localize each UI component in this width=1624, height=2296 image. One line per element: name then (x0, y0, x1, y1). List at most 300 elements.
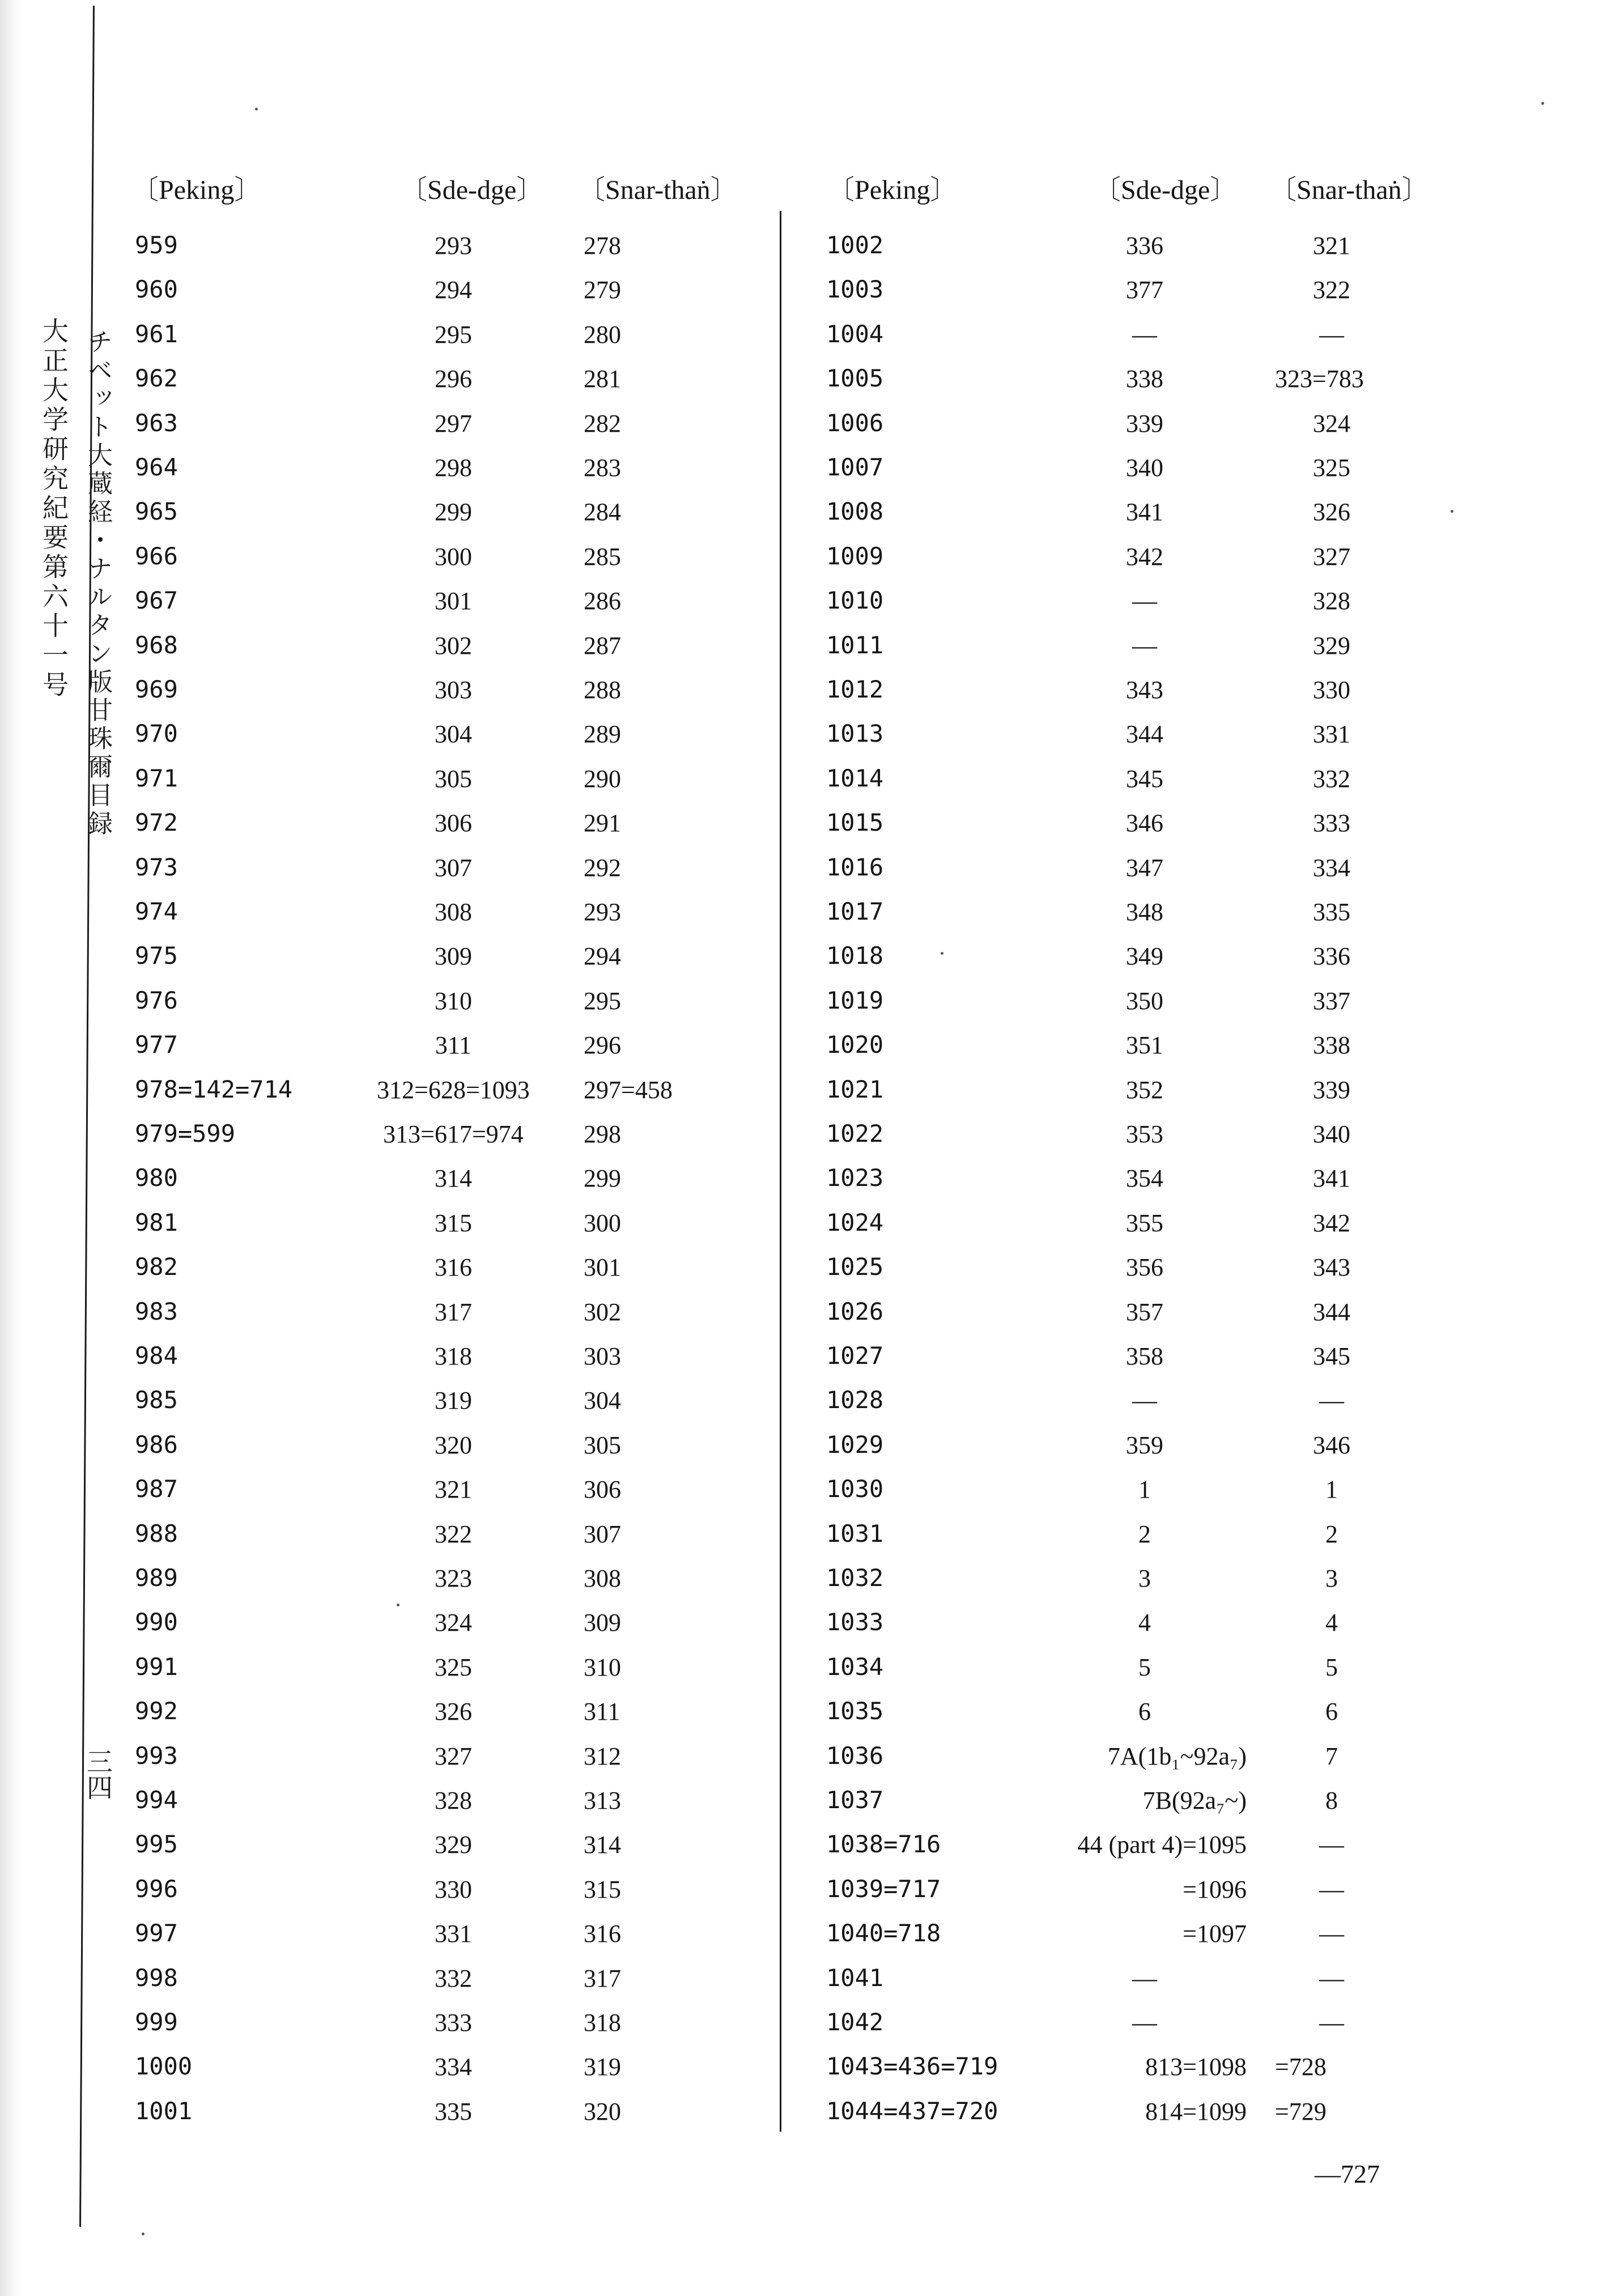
table-row (0, 1386, 1344, 1430)
peking-number: 1011 (826, 631, 884, 659)
sdedge-number: 300 (435, 542, 472, 571)
sdedge-number: 334 (435, 2053, 472, 2081)
sdedge-number: 329 (435, 1831, 472, 1859)
sdedge-number: 304 (435, 720, 472, 749)
table-row (0, 453, 1350, 498)
peking-number: 983 (135, 1297, 178, 1325)
table-row (0, 586, 1350, 631)
snarthang-number: =729 (1275, 2097, 1327, 2125)
peking-number: 1034 (826, 1652, 884, 1681)
table-row (0, 320, 1344, 364)
snarthang-number: 313 (584, 1787, 621, 1814)
scan-speck (941, 952, 943, 955)
snarthang-number: 311 (584, 1698, 620, 1726)
sdedge-number: — (1132, 587, 1157, 615)
scan-speck (397, 1604, 399, 1606)
sdedge-number: 354 (1126, 1164, 1163, 1193)
peking-number: 1009 (826, 542, 884, 570)
table-row (0, 986, 1350, 1031)
sdedge-number: 315 (435, 1209, 472, 1237)
peking-number: 964 (135, 453, 178, 481)
table-row (0, 498, 1350, 542)
peking-number: 1039=717 (826, 1874, 941, 1903)
sdedge-number: 7A(1b₁~92a₇) (1107, 1742, 1247, 1770)
peking-number: 1026 (826, 1297, 884, 1325)
sdedge-number: 330 (435, 1875, 472, 1903)
sdedge-number: 3 (1138, 1564, 1151, 1592)
snarthang-number: 278 (584, 232, 621, 260)
peking-number: 1033 (826, 1608, 884, 1636)
peking-number: 997 (135, 1919, 178, 1948)
table-row (0, 409, 1350, 453)
snarthang-number: 2 (1325, 1520, 1338, 1548)
sdedge-number: 338 (1126, 365, 1163, 393)
peking-number: 1012 (826, 675, 884, 703)
peking-number: 1010 (826, 586, 884, 615)
snarthang-number: 329 (1313, 631, 1350, 660)
table-row (0, 231, 1350, 275)
table-row (0, 542, 1350, 586)
sdedge-number: 313=617=974 (383, 1120, 524, 1148)
snarthang-number: 295 (584, 987, 621, 1015)
column-divider (780, 211, 781, 2132)
sdedge-number: 2 (1138, 1520, 1151, 1548)
header-right-sdedge: 〔Sde-dge〕 (1094, 175, 1238, 205)
snarthang-number: 320 (584, 2097, 621, 2125)
snarthang-number: 337 (1313, 987, 1350, 1015)
table-row (0, 2008, 1344, 2052)
table-row (0, 675, 1350, 720)
table-row (0, 1741, 1338, 1786)
peking-number: 1008 (826, 498, 884, 526)
sdedge-number: =1097 (1183, 1920, 1247, 1948)
sdedge-number: 342 (1126, 542, 1163, 571)
snarthang-number: 281 (584, 365, 621, 393)
snarthang-number: 290 (584, 764, 621, 793)
snarthang-number: 333 (1313, 809, 1350, 837)
peking-number: 977 (135, 1031, 178, 1059)
sdedge-number: 314 (435, 1164, 472, 1193)
snarthang-number: 344 (1313, 1298, 1350, 1326)
snarthang-number: 335 (1313, 898, 1350, 926)
sdedge-number: 294 (435, 276, 472, 304)
sdedge-number: 356 (1126, 1253, 1163, 1282)
peking-number: 1021 (826, 1075, 884, 1103)
peking-number: 1025 (826, 1253, 884, 1281)
snarthang-number: 283 (584, 454, 621, 482)
sdedge-number: 7B(92a₇~) (1142, 1787, 1247, 1814)
snarthang-number: 307 (584, 1520, 621, 1548)
snarthang-number: 346 (1313, 1431, 1350, 1459)
snarthang-number: 4 (1325, 1609, 1338, 1637)
snarthang-number: 300 (584, 1209, 621, 1237)
sdedge-number: 1 (1138, 1476, 1151, 1504)
table-row (0, 1786, 1338, 1830)
snarthang-number: 6 (1325, 1698, 1338, 1726)
snarthang-number: 292 (584, 853, 621, 882)
snarthang-number: 308 (584, 1564, 621, 1592)
snarthang-number: 305 (584, 1431, 621, 1459)
catalog-title-vertical: チベット大蔵経・ナルタン版甘珠爾目録 (83, 329, 112, 839)
snarthang-number: 301 (584, 1253, 621, 1282)
sdedge-number: 331 (435, 1920, 472, 1948)
sdedge-number: 333 (435, 2009, 472, 2036)
peking-number: 1014 (826, 764, 884, 792)
peking-number: 1031 (826, 1519, 884, 1547)
peking-number: 1024 (826, 1208, 884, 1236)
snarthang-number: 330 (1313, 676, 1350, 704)
sdedge-number: 341 (1126, 498, 1163, 526)
peking-number: 1015 (826, 809, 884, 837)
peking-number: 982 (135, 1253, 178, 1281)
peking-number: 960 (135, 275, 178, 304)
peking-number: 966 (135, 542, 178, 570)
scan-speck (1541, 102, 1544, 105)
table-row (0, 1697, 1338, 1741)
peking-number: 1027 (826, 1342, 884, 1370)
peking-number: 967 (135, 586, 178, 615)
peking-number: 1018 (826, 942, 884, 970)
snarthang-number: 319 (584, 2053, 621, 2081)
snarthang-number: 5 (1325, 1653, 1338, 1681)
sdedge-number: 339 (1126, 409, 1163, 437)
snarthang-number: 279 (584, 276, 621, 304)
table-row (0, 898, 1350, 942)
snarthang-number: 302 (584, 1298, 621, 1326)
sdedge-number: 303 (435, 676, 472, 704)
peking-number: 1001 (135, 2097, 193, 2125)
table-row (0, 764, 1350, 809)
scan-speck (255, 108, 258, 110)
sdedge-number: 311 (435, 1031, 472, 1060)
snarthang-number: 323=783 (1275, 365, 1364, 393)
peking-number: 959 (135, 231, 178, 259)
snarthang-number: — (1319, 1964, 1344, 1992)
table-row (0, 1075, 1350, 1120)
sdedge-number: 332 (435, 1964, 472, 1992)
snarthang-number: 310 (584, 1653, 621, 1681)
table-row (0, 1830, 1344, 1874)
snarthang-number: 334 (1313, 853, 1350, 882)
table-row (0, 275, 1350, 320)
sdedge-number: 357 (1126, 1298, 1163, 1326)
header-left-peking: 〔Peking〕 (131, 175, 262, 205)
snarthang-number: 345 (1313, 1342, 1350, 1370)
table-row (0, 2097, 1327, 2141)
peking-number: 1007 (826, 453, 884, 481)
snarthang-number: 339 (1313, 1075, 1350, 1104)
snarthang-number: 296 (584, 1031, 621, 1060)
snarthang-number: 8 (1325, 1787, 1338, 1814)
table-row (0, 1031, 1350, 1075)
peking-number: 970 (135, 720, 178, 748)
snarthang-number: 327 (1313, 542, 1350, 571)
sdedge-number: — (1132, 1964, 1157, 1992)
peking-number: 994 (135, 1786, 178, 1814)
peking-number: 976 (135, 986, 178, 1014)
table-row (0, 364, 1364, 409)
page-number-kanji: 三四 (83, 1748, 113, 1800)
peking-number: 965 (135, 498, 178, 526)
peking-number: 989 (135, 1564, 178, 1592)
peking-number: 1000 (135, 2052, 193, 2081)
table-row (0, 1963, 1344, 2008)
snarthang-number: 315 (584, 1875, 621, 1903)
peking-number: 962 (135, 364, 178, 393)
sdedge-number: 327 (435, 1742, 472, 1770)
snarthang-number: 291 (584, 809, 621, 837)
peking-number: 1038=716 (826, 1830, 941, 1859)
peking-number: 973 (135, 853, 178, 881)
peking-number: 1032 (826, 1564, 884, 1592)
peking-number: 978=142=714 (135, 1075, 293, 1103)
snarthang-number: 7 (1325, 1742, 1338, 1770)
snarthang-number: 314 (584, 1831, 621, 1859)
header-left-snarthang: 〔Snar-thaṅ〕 (578, 175, 738, 205)
sdedge-number: 347 (1126, 853, 1163, 882)
peking-number: 1003 (826, 275, 884, 304)
snarthang-number: 297=458 (584, 1075, 673, 1104)
peking-number: 1029 (826, 1430, 884, 1459)
sdedge-number: — (1132, 1387, 1157, 1415)
peking-number: 993 (135, 1741, 178, 1770)
snarthang-number: 293 (584, 898, 621, 926)
sdedge-number: 351 (1126, 1031, 1163, 1060)
snarthang-number: 328 (1313, 587, 1350, 615)
sdedge-number: 301 (435, 587, 472, 615)
snarthang-number: — (1319, 1920, 1344, 1948)
peking-number: 992 (135, 1697, 178, 1725)
snarthang-number: 316 (584, 1920, 621, 1948)
sdedge-number: 336 (1126, 232, 1163, 260)
peking-number: 1017 (826, 898, 884, 925)
peking-number: 1023 (826, 1164, 884, 1192)
snarthang-number: — (1319, 1875, 1344, 1903)
snarthang-number: 286 (584, 587, 621, 615)
sdedge-number: 318 (435, 1342, 472, 1370)
sdedge-number: 320 (435, 1431, 472, 1459)
peking-number: 1005 (826, 364, 884, 393)
sdedge-number: 324 (435, 1609, 472, 1637)
table-row (0, 2052, 1327, 2097)
sdedge-number: 325 (435, 1653, 472, 1681)
peking-number: 1013 (826, 720, 884, 748)
sdedge-number: 312=628=1093 (377, 1075, 530, 1104)
sdedge-number: 350 (1126, 987, 1163, 1015)
snarthang-number: 304 (584, 1387, 621, 1415)
sdedge-number: 359 (1126, 1431, 1163, 1459)
sdedge-number: 346 (1126, 809, 1163, 837)
peking-number: 975 (135, 942, 178, 970)
peking-number: 1043=436=719 (826, 2052, 998, 2081)
peking-number: 986 (135, 1430, 178, 1459)
sdedge-number: 308 (435, 898, 472, 926)
peking-number: 990 (135, 1608, 178, 1636)
peking-number: 996 (135, 1874, 178, 1903)
scan-speck (142, 2233, 144, 2235)
snarthang-number: 325 (1313, 454, 1350, 482)
snarthang-number: — (1319, 1831, 1344, 1859)
table-row (0, 942, 1350, 986)
header-right-peking: 〔Peking〕 (827, 175, 958, 205)
peking-number: 1041 (826, 1963, 884, 1992)
sdedge-number: 319 (435, 1387, 472, 1415)
table-row (0, 1564, 1338, 1608)
peking-number: 969 (135, 675, 178, 703)
snarthang-number: 336 (1313, 942, 1350, 971)
snarthang-number: 299 (584, 1164, 621, 1193)
header-right-snarthang: 〔Snar-thaṅ〕 (1269, 175, 1429, 205)
sdedge-number: 302 (435, 631, 472, 660)
peking-number: 1036 (826, 1741, 884, 1770)
sdedge-number: 306 (435, 809, 472, 837)
peking-number: 980 (135, 1164, 178, 1192)
table-row (0, 631, 1350, 675)
peking-number: 961 (135, 320, 178, 348)
sdedge-number: 358 (1126, 1342, 1163, 1370)
snarthang-number: 324 (1313, 409, 1350, 437)
sdedge-number: 344 (1126, 720, 1163, 749)
peking-number: 963 (135, 409, 178, 437)
sdedge-number: 316 (435, 1253, 472, 1282)
peking-number: 1020 (826, 1031, 884, 1059)
snarthang-number: =728 (1275, 2053, 1327, 2081)
snarthang-number: 284 (584, 498, 621, 526)
peking-number: 1022 (826, 1120, 884, 1147)
sdedge-number: 355 (1126, 1209, 1163, 1237)
sdedge-number: 340 (1126, 454, 1163, 482)
sdedge-number: 813=1098 (1145, 2053, 1247, 2081)
snarthang-number: 3 (1325, 1564, 1338, 1592)
sdedge-number: 4 (1138, 1609, 1151, 1637)
snarthang-number: 318 (584, 2009, 621, 2036)
sdedge-number: 335 (435, 2097, 472, 2125)
sdedge-number: 322 (435, 1520, 472, 1548)
peking-number: 979=599 (135, 1120, 236, 1147)
table-row (0, 853, 1350, 898)
peking-number: 991 (135, 1652, 178, 1681)
peking-number: 985 (135, 1386, 178, 1414)
sdedge-number: 345 (1126, 764, 1163, 793)
sdedge-number: 307 (435, 853, 472, 882)
sdedge-number: 295 (435, 320, 472, 348)
peking-number: 984 (135, 1342, 178, 1370)
snarthang-number: 331 (1313, 720, 1350, 749)
snarthang-number: 289 (584, 720, 621, 749)
snarthang-number: 322 (1313, 276, 1350, 304)
sdedge-number: 44 (part 4)=1095 (1077, 1831, 1247, 1859)
table-row (0, 1342, 1350, 1386)
table-row (0, 1430, 1350, 1475)
snarthang-number: 1 (1325, 1476, 1338, 1504)
peking-number: 1028 (826, 1386, 884, 1414)
sdedge-number: 321 (435, 1476, 472, 1504)
snarthang-number: 306 (584, 1476, 621, 1504)
table-row (0, 1297, 1350, 1342)
snarthang-number: — (1319, 2009, 1344, 2036)
peking-number: 972 (135, 809, 178, 837)
table-row (0, 1253, 1350, 1297)
sdedge-number: — (1132, 2009, 1157, 2036)
snarthang-number: 285 (584, 542, 621, 571)
sdedge-number: 305 (435, 764, 472, 793)
snarthang-number: 317 (584, 1964, 621, 1992)
snarthang-number: 340 (1313, 1120, 1350, 1148)
peking-number: 1037 (826, 1786, 884, 1814)
table-row (0, 1874, 1344, 1919)
sdedge-number: 293 (435, 232, 472, 260)
snarthang-number: 342 (1313, 1209, 1350, 1237)
sdedge-number: 377 (1126, 276, 1163, 304)
sdedge-number: =1096 (1183, 1875, 1247, 1903)
peking-number: 1044=437=720 (826, 2097, 998, 2125)
snarthang-number: 341 (1313, 1164, 1350, 1193)
snarthang-number: 326 (1313, 498, 1350, 526)
snarthang-number: — (1319, 1387, 1344, 1415)
snarthang-number: 343 (1313, 1253, 1350, 1282)
peking-number: 1004 (826, 320, 884, 348)
table-row (0, 720, 1350, 764)
peking-number: 1006 (826, 409, 884, 437)
sdedge-number: 814=1099 (1145, 2097, 1247, 2125)
peking-number: 1035 (826, 1697, 884, 1725)
snarthang-number: 294 (584, 942, 621, 971)
snarthang-number: 298 (584, 1120, 621, 1148)
sdedge-number: 343 (1126, 676, 1163, 704)
sdedge-number: 309 (435, 942, 472, 971)
peking-number: 998 (135, 1963, 178, 1992)
sdedge-number: 317 (435, 1298, 472, 1326)
peking-number: 981 (135, 1208, 178, 1236)
sdedge-number: 353 (1126, 1120, 1163, 1148)
peking-number: 995 (135, 1830, 178, 1859)
peking-number: 987 (135, 1475, 178, 1503)
sdedge-number: 352 (1126, 1075, 1163, 1104)
table-row (0, 1919, 1344, 1963)
table-row (0, 1652, 1338, 1697)
sdedge-number: 348 (1126, 898, 1163, 926)
sdedge-number: 5 (1138, 1653, 1151, 1681)
sdedge-number: 298 (435, 454, 472, 482)
snarthang-number: 288 (584, 676, 621, 704)
snarthang-number: 338 (1313, 1031, 1350, 1060)
sdedge-number: 296 (435, 365, 472, 393)
peking-number: 999 (135, 2008, 178, 2036)
table-row (0, 1120, 1350, 1164)
peking-number: 1019 (826, 986, 884, 1014)
table-row (0, 1475, 1338, 1519)
peking-number: 1042 (826, 2008, 884, 2036)
sdedge-number: 299 (435, 498, 472, 526)
peking-number: 1016 (826, 853, 884, 881)
table-row (0, 1208, 1350, 1253)
table-row (0, 1519, 1338, 1564)
sdedge-number: 310 (435, 987, 472, 1015)
table-row (0, 1608, 1338, 1652)
sdedge-number: 297 (435, 409, 472, 437)
snarthang-number: 332 (1313, 764, 1350, 793)
peking-number: 968 (135, 631, 178, 659)
table-row (0, 809, 1350, 853)
peking-number: 971 (135, 764, 178, 792)
sdedge-number: 349 (1126, 942, 1163, 971)
snarthang-number: 312 (584, 1742, 621, 1770)
sdedge-number: 323 (435, 1564, 472, 1592)
snarthang-number: 287 (584, 631, 621, 660)
snarthang-number: — (1319, 320, 1344, 348)
snarthang-number: 303 (584, 1342, 621, 1370)
snarthang-number: 282 (584, 409, 621, 437)
